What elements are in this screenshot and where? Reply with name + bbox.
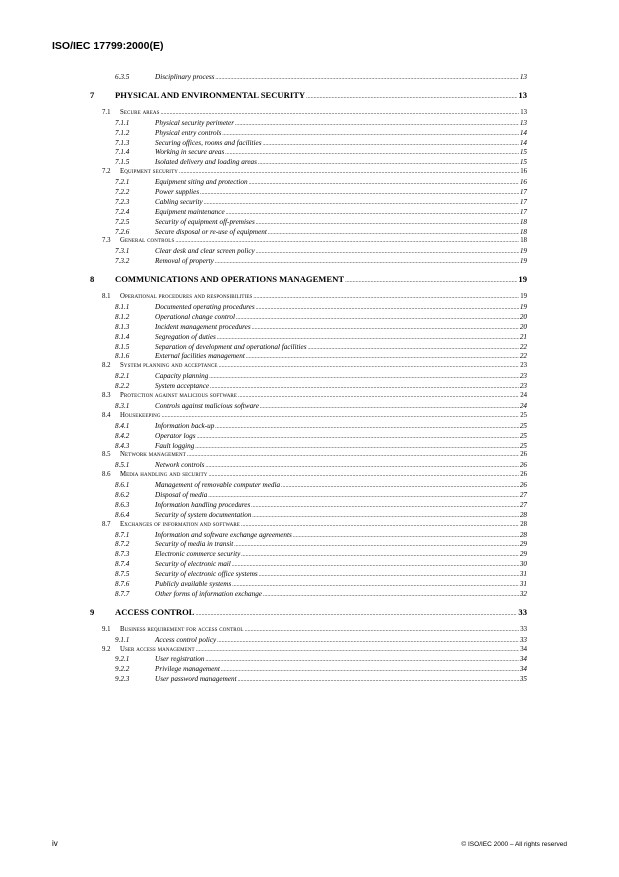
toc-entry-8-7-2[interactable]: [90, 540, 527, 550]
toc-entry-title: Publicly available systems: [155, 579, 232, 588]
toc-entry-title: Network management: [120, 451, 186, 459]
toc-entry-7-2-5[interactable]: [90, 218, 527, 228]
dot-leader: [268, 228, 519, 236]
toc-entry-page: 13: [519, 73, 527, 81]
toc-entry-number: 8.5.1: [115, 461, 130, 470]
toc-entry-title: Secure areas: [120, 108, 160, 116]
toc-entry-8-1-5[interactable]: [90, 343, 527, 353]
toc-entry-title: Incident management procedures: [155, 322, 251, 331]
toc-entry-8-7-6[interactable]: [90, 580, 527, 590]
toc-entry-title: ACCESS CONTROL: [115, 606, 195, 617]
toc-entry-number: 8.1.4: [115, 332, 130, 341]
toc-entry-title: Equipment security: [120, 168, 178, 176]
dot-leader: [209, 372, 519, 380]
toc-entry-page: 17: [519, 188, 527, 197]
toc-entry-8-3-1[interactable]: [90, 402, 527, 412]
toc-entry-8-1-6[interactable]: [90, 352, 527, 362]
toc-entry-title: Other forms of information exchange: [155, 589, 263, 598]
toc-entry-page: 28: [520, 520, 527, 528]
toc-entry-number: 7.2: [102, 168, 111, 176]
toc-entry-number: 8.2.2: [115, 382, 130, 391]
toc-entry-number: 8.7.4: [115, 560, 130, 569]
toc-entry-page: 34: [519, 665, 527, 674]
dot-leader: [215, 257, 519, 265]
toc-entry-number: 9.1.1: [115, 635, 130, 644]
toc-entry-7-2-1[interactable]: [90, 178, 527, 188]
toc-entry-title: Clear desk and clear screen policy: [155, 247, 255, 256]
toc-entry-8-6[interactable]: [90, 471, 527, 481]
toc-entry-title: Power supplies: [155, 188, 200, 197]
dot-leader: [238, 392, 519, 399]
toc-entry-7-1-2[interactable]: [90, 129, 527, 139]
toc-entry-number: 7.3.1: [115, 247, 130, 256]
toc-entry-page: 35: [519, 675, 527, 684]
toc-entry-title: Working in secure areas: [155, 148, 225, 157]
toc-entry-page: 17: [519, 197, 527, 206]
toc-entry-8-6-4[interactable]: [90, 511, 527, 521]
page-number: iv: [52, 839, 58, 848]
toc-entry-title: Security of electronic mail: [155, 560, 231, 569]
toc-entry-8-2-2[interactable]: [90, 382, 527, 392]
dot-leader: [263, 139, 519, 147]
toc-entry-title: Operator logs: [155, 431, 196, 440]
toc-entry-page: 14: [519, 138, 527, 147]
dot-leader: [179, 168, 519, 175]
toc-entry-7-2-2[interactable]: [90, 188, 527, 198]
toc-entry-page: 29: [519, 540, 527, 549]
toc-entry-8-1-2[interactable]: [90, 313, 527, 323]
toc-entry-8-1-4[interactable]: [90, 333, 527, 343]
toc-entry-page: 25: [519, 441, 527, 450]
toc-entry-8-1-3[interactable]: [90, 323, 527, 333]
dot-leader: [256, 247, 519, 255]
toc-entry-title: Documented operating procedures: [155, 303, 255, 312]
toc-entry-number: 8.4.2: [115, 431, 130, 440]
toc-entry-page: 25: [519, 431, 527, 440]
toc-entry-title: Housekeeping: [120, 411, 161, 419]
toc-entry-9-1[interactable]: [90, 626, 527, 636]
dot-leader: [235, 119, 519, 127]
toc-entry-8-7-5[interactable]: [90, 570, 527, 580]
toc-entry-8-1-1[interactable]: [90, 303, 527, 313]
toc-entry-title: User registration: [155, 655, 205, 664]
toc-entry-number: 7: [90, 89, 95, 100]
toc-entry-page: 32: [519, 589, 527, 598]
toc-entry-8-7-4[interactable]: [90, 560, 527, 570]
toc-entry-page: 27: [519, 500, 527, 509]
toc-entry-8-6-1[interactable]: [90, 481, 527, 491]
document-header: ISO/IEC 17799:2000(E): [52, 40, 164, 52]
toc-entry-number: 8.6.4: [115, 510, 130, 519]
toc-entry-8-7[interactable]: [90, 521, 527, 531]
toc-entry-number: 6.3.5: [115, 73, 130, 81]
toc-entry-page: 33: [520, 625, 527, 633]
toc-entry-title: COMMUNICATIONS AND OPERATIONS MANAGEMENT: [115, 274, 345, 285]
toc-entry-title: Separation of development and operational facilities: [155, 342, 307, 351]
toc-entry-number: 8.1.3: [115, 322, 130, 331]
toc-entry-page: 26: [520, 451, 527, 459]
dot-leader: [222, 129, 518, 137]
toc-entry-number: 7.3: [102, 237, 111, 245]
toc-entry-number: 7.1: [102, 108, 111, 116]
toc-entry-number: 8.7.7: [115, 589, 130, 598]
dot-leader: [259, 570, 519, 578]
toc-entry-page: 20: [519, 312, 527, 321]
toc-entry-title: Equipment maintenance: [155, 207, 225, 216]
dot-leader: [252, 323, 519, 331]
toc-entry-number: 8.7.1: [115, 530, 130, 539]
dot-leader: [232, 560, 519, 568]
toc-entry-9-2-3[interactable]: [90, 675, 527, 685]
dot-leader: [200, 188, 519, 196]
toc-entry-number: 8: [90, 274, 95, 285]
toc-entry-number: 9.2.3: [115, 675, 130, 684]
toc-entry-title: Secure disposal or re-use of equipment: [155, 227, 267, 236]
dot-leader: [205, 655, 518, 663]
toc-entry-title: Exchanges of information and software: [120, 520, 240, 528]
dot-leader: [196, 646, 520, 653]
toc-entry-title: Information back-up: [155, 421, 215, 430]
toc-entry-page: 19: [519, 247, 527, 256]
toc-entry-title: Fault logging: [155, 441, 195, 450]
dot-leader: [232, 580, 519, 588]
toc-entry-page: 33: [519, 635, 527, 644]
toc-entry-number: 8.5: [102, 451, 111, 459]
toc-entry-title: Privilege management: [155, 665, 220, 674]
toc-entry-7-1-4[interactable]: [90, 148, 527, 158]
toc-entry-number: 7.1.1: [115, 118, 130, 127]
toc-entry-number: 8.2.1: [115, 372, 130, 381]
toc-entry-9-2-2[interactable]: [90, 665, 527, 675]
toc-entry-number: 8.4.1: [115, 421, 130, 430]
dot-leader: [205, 461, 518, 469]
toc-entry-8-5-1[interactable]: [90, 461, 527, 471]
dot-leader: [236, 313, 519, 321]
toc-entry-title: Cabling security: [155, 197, 203, 206]
toc-entry-page: 23: [519, 372, 527, 381]
toc-entry-number: 7.2.2: [115, 188, 130, 197]
toc-entry-page: 18: [519, 227, 527, 236]
dot-leader: [293, 531, 519, 539]
toc-entry-page: 19: [519, 303, 527, 312]
dot-leader: [256, 303, 519, 311]
toc-entry-title: Operational procedures and responsibilities: [120, 293, 253, 301]
dot-leader: [260, 402, 519, 410]
toc-entry-page: 16: [519, 178, 527, 187]
toc-entry-8-6-2[interactable]: [90, 491, 527, 501]
toc-entry-page: 20: [519, 322, 527, 331]
toc-entry-title: General controls: [120, 237, 175, 245]
dot-leader: [208, 491, 519, 499]
dot-leader: [160, 109, 519, 116]
toc-entry-title: Security of electronic office systems: [155, 570, 258, 579]
dot-leader: [256, 218, 519, 226]
toc-entry-9-2[interactable]: [90, 646, 527, 656]
toc-entry-number: 7.1.3: [115, 138, 130, 147]
dot-leader: [196, 607, 518, 617]
toc-entry-8-4-3[interactable]: [90, 442, 527, 452]
toc-entry-7-1-5[interactable]: [90, 158, 527, 168]
toc-entry-number: 8.7.2: [115, 540, 130, 549]
toc-entry-number: 8.1.6: [115, 352, 130, 361]
toc-entry-page: 34: [520, 645, 527, 653]
toc-entry-8-4-2[interactable]: [90, 432, 527, 442]
toc-entry-title: Disposal of media: [155, 490, 208, 499]
toc-entry-title: Protection against malicious software: [120, 392, 238, 400]
toc-entry-8-6-3[interactable]: [90, 501, 527, 511]
toc-entry-title: Business requirement for access control: [120, 625, 244, 633]
toc-entry-page: 18: [520, 237, 527, 245]
dot-leader: [217, 636, 519, 644]
toc-entry-title: PHYSICAL AND ENVIRONMENTAL SECURITY: [115, 89, 306, 100]
toc-entry-8-4-1[interactable]: [90, 422, 527, 432]
toc-entry-number: 8.6.2: [115, 490, 130, 499]
dot-leader: [215, 422, 519, 430]
toc-entry-number: 8.4.3: [115, 441, 130, 450]
dot-leader: [252, 511, 518, 519]
toc-entry-7-3[interactable]: [90, 237, 527, 247]
toc-entry-number: 8.6.1: [115, 481, 130, 490]
toc-entry-page: 18: [519, 217, 527, 226]
toc-entry-7-1[interactable]: [90, 109, 527, 119]
table-of-contents: [90, 73, 527, 685]
dot-leader: [175, 237, 519, 244]
toc-entry-number: 7.2.1: [115, 178, 130, 187]
dot-leader: [162, 412, 520, 419]
toc-entry-title: Security of system documentation: [155, 510, 252, 519]
toc-entry-title: Security of equipment off-premises: [155, 217, 255, 226]
toc-entry-7-2-3[interactable]: [90, 198, 527, 208]
toc-entry-number: 8.1.2: [115, 312, 130, 321]
toc-entry-7-3-1[interactable]: [90, 247, 527, 257]
toc-entry-title: Media handling and security: [120, 471, 208, 479]
toc-entry-8-3[interactable]: [90, 392, 527, 402]
dot-leader: [253, 293, 519, 300]
toc-entry-page: 19: [520, 293, 527, 301]
toc-entry-number: 9.2.1: [115, 655, 130, 664]
dot-leader: [249, 178, 519, 186]
toc-entry-number: 9.2.2: [115, 665, 130, 674]
dot-leader: [238, 675, 519, 683]
dot-leader: [245, 626, 520, 633]
toc-entry-number: 8.3.1: [115, 401, 130, 410]
toc-entry-page: 25: [519, 421, 527, 430]
toc-entry-7-2-6[interactable]: [90, 228, 527, 238]
toc-entry-page: 27: [519, 490, 527, 499]
toc-entry-title: Disciplinary process: [155, 73, 215, 81]
toc-entry-title: Information handling procedures: [155, 500, 251, 509]
dot-leader: [217, 333, 519, 341]
dot-leader: [219, 362, 520, 369]
toc-entry-page: 13: [518, 89, 527, 100]
toc-entry-title: Electronic commerce security: [155, 550, 241, 559]
toc-entry-page: 19: [518, 274, 527, 285]
toc-entry-number: 7.1.2: [115, 128, 130, 137]
dot-leader: [241, 521, 519, 528]
toc-entry-number: 8.7.5: [115, 570, 130, 579]
toc-entry-8[interactable]: [90, 274, 527, 286]
toc-entry-page: 13: [520, 108, 527, 116]
toc-entry-page: 19: [519, 257, 527, 266]
toc-entry-9-2-1[interactable]: [90, 655, 527, 665]
dot-leader: [251, 501, 519, 509]
toc-entry-number: 8.7.6: [115, 579, 130, 588]
toc-entry-number: 8.4: [102, 411, 111, 419]
copyright-notice: © ISO/IEC 2000 – All rights reserved: [461, 841, 567, 848]
toc-entry-number: 8.1.5: [115, 342, 130, 351]
toc-entry-page: 28: [519, 530, 527, 539]
dot-leader: [241, 550, 519, 558]
toc-entry-title: System acceptance: [155, 382, 210, 391]
toc-entry-page: 31: [519, 570, 527, 579]
dot-leader: [210, 382, 519, 390]
toc-entry-number: 8.7.3: [115, 550, 130, 559]
toc-entry-number: 7.2.3: [115, 197, 130, 206]
dot-leader: [225, 148, 519, 156]
toc-entry-page: 22: [519, 352, 527, 361]
toc-entry-page: 15: [519, 148, 527, 157]
dot-leader: [195, 442, 518, 450]
toc-entry-8-2-1[interactable]: [90, 372, 527, 382]
toc-entry-number: 7.2.5: [115, 217, 130, 226]
dot-leader: [215, 73, 518, 81]
dot-leader: [345, 274, 517, 284]
toc-entry-8-1[interactable]: [90, 293, 527, 303]
toc-entry-number: 9.1: [102, 625, 111, 633]
toc-entry-title: Securing offices, rooms and facilities: [155, 138, 262, 147]
toc-entry-page: 24: [520, 392, 527, 400]
dot-leader: [226, 208, 519, 216]
toc-entry-page: 23: [520, 362, 527, 370]
toc-entry-page: 29: [519, 550, 527, 559]
toc-entry-page: 26: [520, 471, 527, 479]
toc-entry-page: 34: [519, 655, 527, 664]
toc-entry-page: 13: [519, 118, 527, 127]
toc-entry-8-4[interactable]: [90, 412, 527, 422]
dot-leader: [308, 343, 519, 351]
toc-entry-title: Security of media in transit: [155, 540, 234, 549]
toc-entry-title: Controls against malicious software: [155, 401, 259, 410]
dot-leader: [246, 352, 519, 360]
toc-entry-number: 7.3.2: [115, 257, 130, 266]
toc-entry-number: 7.1.4: [115, 148, 130, 157]
toc-entry-number: 7.2.6: [115, 227, 130, 236]
toc-entry-title: System planning and acceptance: [120, 362, 218, 370]
toc-entry-page: 28: [519, 510, 527, 519]
toc-entry-number: 9.2: [102, 645, 111, 653]
dot-leader: [204, 198, 519, 206]
toc-entry-title: Removal of property: [155, 257, 214, 266]
toc-entry-8-2[interactable]: [90, 362, 527, 372]
toc-entry-title: Information and software exchange agreements: [155, 530, 292, 539]
toc-entry-page: 31: [519, 579, 527, 588]
toc-entry-title: Physical security perimeter: [155, 118, 235, 127]
toc-entry-page: 22: [519, 342, 527, 351]
toc-entry-title: Physical entry controls: [155, 128, 222, 137]
toc-entry-title: Capacity planning: [155, 372, 209, 381]
toc-entry-title: Operational change control: [155, 312, 235, 321]
toc-entry-page: 25: [520, 411, 527, 419]
toc-entry-8-7-7[interactable]: [90, 590, 527, 600]
dot-leader: [221, 665, 519, 673]
toc-entry-8-5[interactable]: [90, 451, 527, 461]
toc-entry-title: User password management: [155, 675, 237, 684]
toc-entry-6-3-5[interactable]: [90, 73, 527, 83]
toc-entry-number: 7.1.5: [115, 158, 130, 167]
dot-leader: [187, 451, 519, 458]
toc-entry-number: 8.6: [102, 471, 111, 479]
toc-entry-title: Management of removable computer media: [155, 481, 281, 490]
toc-entry-page: 15: [519, 158, 527, 167]
dot-leader: [306, 90, 517, 100]
toc-entry-page: 30: [519, 560, 527, 569]
toc-entry-page: 23: [519, 382, 527, 391]
toc-entry-page: 26: [519, 481, 527, 490]
toc-entry-title: Isolated delivery and loading areas: [155, 158, 257, 167]
toc-entry-page: 26: [519, 461, 527, 470]
toc-entry-number: 8.2: [102, 362, 111, 370]
toc-entry-7-2[interactable]: [90, 168, 527, 178]
toc-entry-title: User access management: [120, 645, 195, 653]
toc-entry-7-2-4[interactable]: [90, 208, 527, 218]
toc-entry-9-1-1[interactable]: [90, 636, 527, 646]
toc-entry-number: 8.1: [102, 293, 111, 301]
toc-entry-title: Access control policy: [155, 635, 217, 644]
dot-leader: [208, 471, 519, 478]
toc-entry-7-3-2[interactable]: [90, 257, 527, 267]
dot-leader: [281, 481, 519, 489]
toc-entry-page: 17: [519, 207, 527, 216]
dot-leader: [234, 540, 519, 548]
toc-entry-number: 8.3: [102, 392, 111, 400]
toc-entry-page: 21: [519, 332, 527, 341]
toc-entry-page: 24: [519, 401, 527, 410]
toc-entry-number: 7.2.4: [115, 207, 130, 216]
toc-entry-8-7-1[interactable]: [90, 531, 527, 541]
toc-entry-number: 8.1.1: [115, 303, 130, 312]
toc-entry-page: 33: [518, 606, 527, 617]
toc-entry-9[interactable]: [90, 607, 527, 619]
toc-entry-number: 9: [90, 606, 95, 617]
toc-entry-page: 16: [520, 168, 527, 176]
toc-entry-number: 8.6.3: [115, 500, 130, 509]
toc-entry-title: Segregation of duties: [155, 332, 216, 341]
toc-entry-title: Network controls: [155, 461, 205, 470]
toc-entry-page: 14: [519, 128, 527, 137]
toc-entry-7[interactable]: [90, 90, 527, 102]
toc-entry-number: 8.7: [102, 520, 111, 528]
toc-entry-title: Equipment siting and protection: [155, 178, 248, 187]
dot-leader: [197, 432, 519, 440]
toc-entry-7-1-1[interactable]: [90, 119, 527, 129]
dot-leader: [258, 158, 519, 166]
dot-leader: [263, 590, 519, 598]
toc-entry-8-7-3[interactable]: [90, 550, 527, 560]
toc-entry-title: External facilities management: [155, 352, 245, 361]
toc-entry-7-1-3[interactable]: [90, 139, 527, 149]
